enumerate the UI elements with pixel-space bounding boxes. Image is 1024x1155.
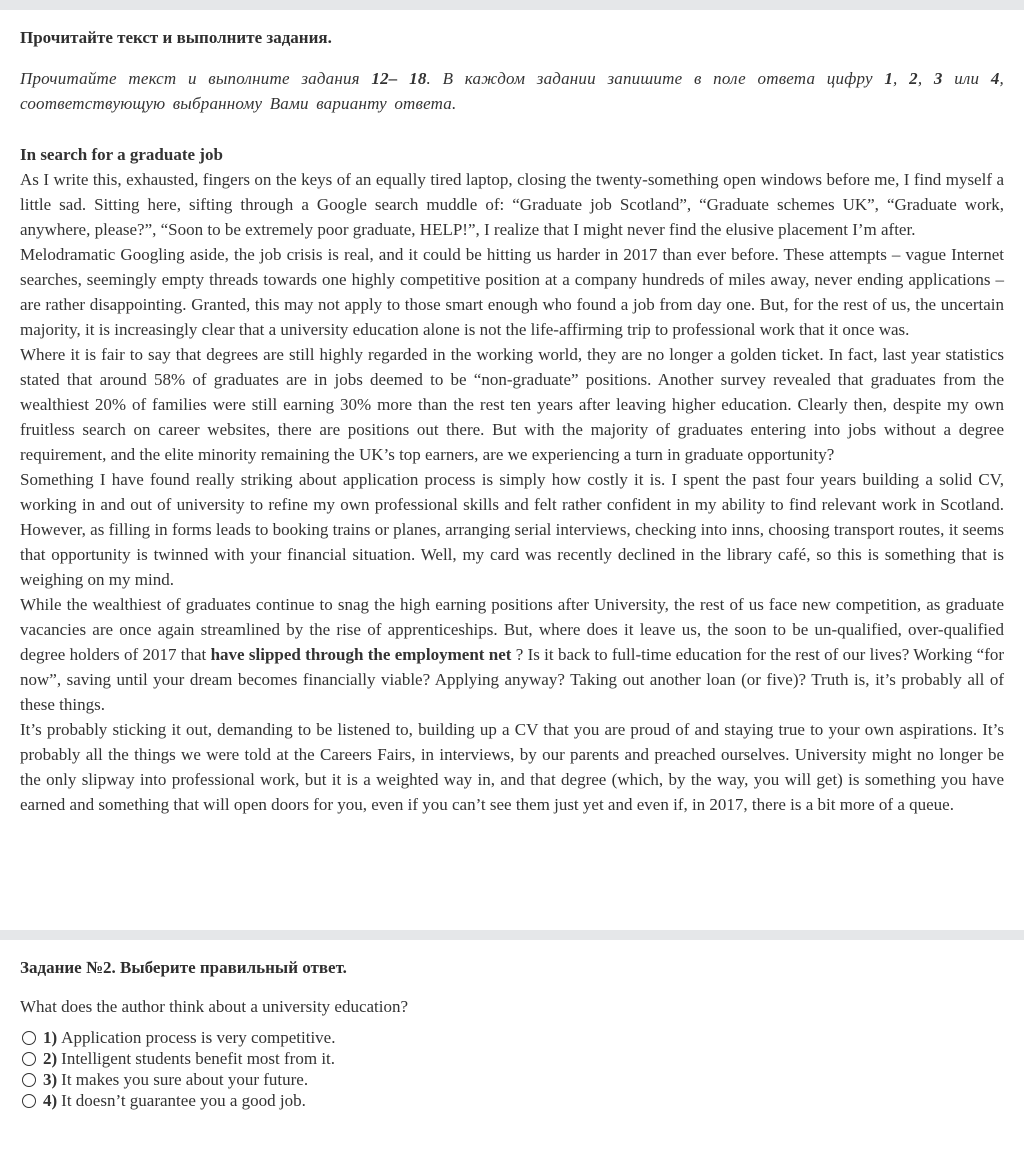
instructions-sep: , — [893, 69, 910, 88]
passage-paragraph — [20, 592, 1004, 717]
option-number: 1) — [43, 1027, 58, 1047]
option-number: 2) — [43, 1048, 58, 1068]
instructions-digit: 2 — [909, 69, 918, 88]
answer-option-1[interactable] — [20, 1027, 1004, 1048]
question-text: What does the author think about a university education? — [20, 997, 409, 1016]
instructions-text: , соответствующую выбранному Вами варианту ответа. — [20, 69, 1004, 113]
instructions-text: Прочитайте текст и выполните задания — [20, 69, 372, 88]
instructions-digit: 4 — [990, 69, 1000, 88]
passage-bold-phrase: have slipped through the employment net — [210, 645, 512, 664]
instructions-text: . В каждом задании запишите в поле ответа цифру — [426, 69, 885, 88]
radio-button[interactable] — [22, 1073, 36, 1087]
option-text: Application process is very competitive. — [61, 1027, 336, 1047]
instructions-digit: 1 — [884, 69, 894, 88]
option-text: Intelligent students benefit most from it. — [61, 1048, 336, 1068]
passage-title: In search for a graduate job — [20, 145, 223, 164]
radio-button[interactable] — [22, 1052, 36, 1066]
passage-body — [20, 167, 1004, 817]
instructions-sep: , — [917, 69, 934, 88]
section-divider — [0, 930, 1024, 940]
instructions-digit: 3 — [933, 69, 943, 88]
task1-section — [0, 10, 1024, 817]
task2-title: Задание №2. Выберите правильный ответ. — [20, 958, 347, 977]
radio-button[interactable] — [22, 1094, 36, 1108]
instructions-sep: или — [942, 69, 991, 88]
task1-title: Прочитайте текст и выполните задания. — [20, 28, 332, 47]
answer-option-4[interactable] — [20, 1090, 1004, 1111]
radio-button[interactable] — [22, 1031, 36, 1045]
option-number: 3) — [43, 1069, 58, 1089]
top-divider — [0, 0, 1024, 10]
task1-instructions — [20, 66, 1004, 116]
passage-paragraph: Melodramatic Googling aside, the job crisis is real, and it could be hitting us harder in 2017 than ever before. These attempts – vague Internet searches, seemingly empty threads towards one highly competitive position at a company hundreds of miles away, never ending applications – are rather disappointing. Granted, this may not apply to those smart enough who found a job from day one. But, for the rest of us, the uncertain majority, it is increasingly clear that a university education alone is not the life-affirming trip to professional work that it once was. — [20, 245, 1004, 339]
passage-paragraph: Where it is fair to say that degrees are still highly regarded in the working world, they are no longer a golden ticket. In fact, last year statistics stated that around 58% of graduates are in jobs deemed to be “non-graduate” positions. Another survey revealed that graduates from the wealthiest 20% of families were still earning 30% more than the rest ten years after leaving higher education. Clearly then, despite my own fruitless search on career websites, there are positions out there. But with the majority of graduates entering into jobs without a degree requirement, and the elite minority remaining the UK’s top earners, are we experiencing a turn in graduate opportunity? — [20, 345, 1004, 464]
passage-paragraph: As I write this, exhausted, fingers on the keys of an equally tired laptop, closing the twenty-something open windows before me, I find myself a little sad. Sitting here, sifting through a Google search muddle of: “Graduate job Scotland”, “Graduate schemes UK”, “Graduate work, anywhere, please?”, “Soon to be extremely poor graduate, HELP!”, I realize that I might never find the elusive placement I’m after. — [20, 170, 1004, 239]
passage-paragraph: Something I have found really striking about application process is simply how costly it is. I spent the past four years building a solid CV, working in and out of university to refine my own professional skills and felt rather confident in my ability to find relevant work in Scotland. However, as filling in forms leads to booking trains or planes, arranging serial interviews, checking into inns, choosing transport routes, it seems that opportunity is twinned with your financial situation. Well, my card was recently declined in the library café, so this is something that is weighing on my mind. — [20, 470, 1004, 589]
passage-paragraph: It’s probably sticking it out, demanding to be listened to, building up a CV that you are proud of and staying true to your own aspirations. It’s probably all the things we were told at the Careers Fairs, in interviews, by our parents and preached ourselves. University might no longer be the only slipway into professional work, but it is a weighted way in, and that degree (which, by the way, you will get) is something you have earned and something that will open doors for you, even if you can’t see them just yet and even if, in 2017, there is a bit more of a queue. — [20, 720, 1004, 814]
passage-text: While the wealthiest of graduates continue to snag the high earning positions after University, the rest of us face new competition, as graduate vacancies are once again streamlined by the rise of apprenticeships. But, where does it leave us, the soon to be un-qualified, over-qualified degree holders of 2017 that — [20, 595, 1004, 664]
answer-option-2[interactable] — [20, 1048, 1004, 1069]
task2-section — [20, 957, 1004, 1111]
answer-options — [20, 1027, 1004, 1111]
instructions-range: 12– 18 — [371, 69, 427, 88]
option-text: It doesn’t guarantee you a good job. — [61, 1090, 306, 1110]
option-text: It makes you sure about your future. — [61, 1069, 309, 1089]
option-number: 4) — [43, 1090, 58, 1110]
answer-option-3[interactable] — [20, 1069, 1004, 1090]
passage-text: ? Is it back to full-time education for the rest of our lives? Working “for now”, saving until your dream becomes financially viable? Applying anyway? Taking out another loan (or five)? Truth is, it’s probably all of these things. — [20, 645, 1005, 714]
